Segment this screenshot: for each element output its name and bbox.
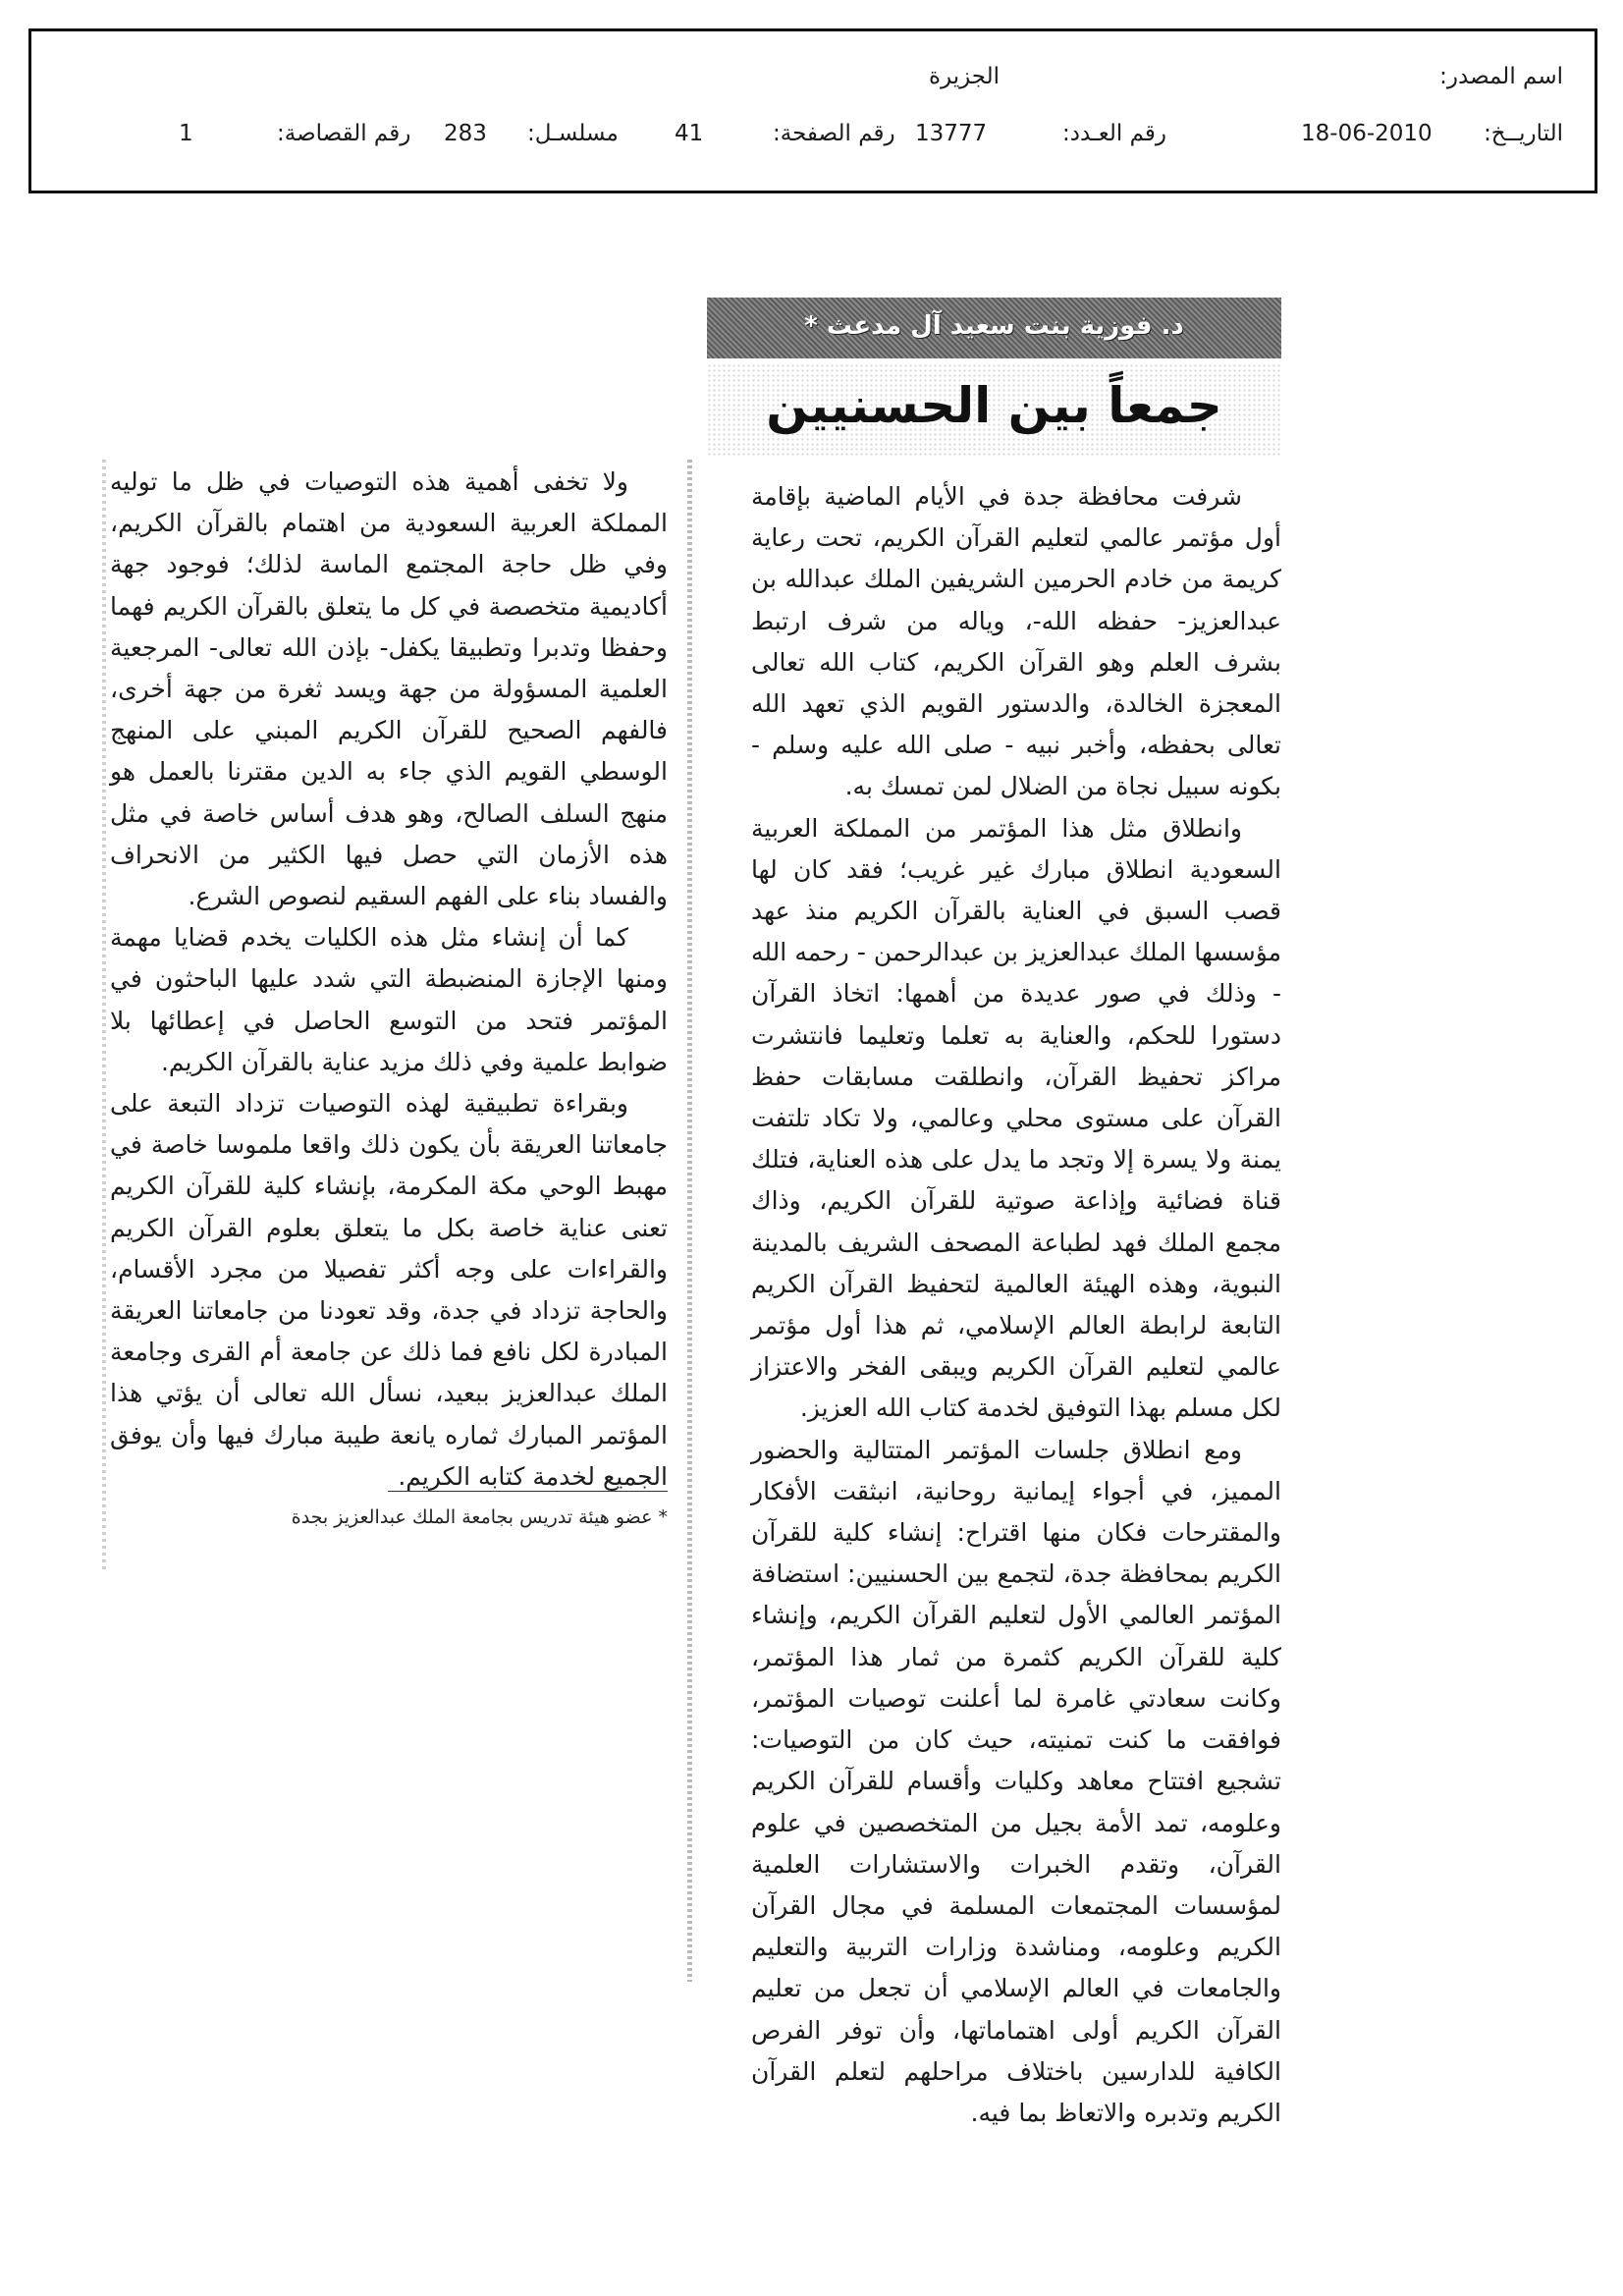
clip-number-label: رقم القصاصة: [277,121,411,146]
article-column-left [110,462,668,1498]
clipping-edge [102,460,106,1569]
source-value: الجزيرة [928,64,1001,89]
paragraph: ومع انطلاق جلسات المؤتمر المتتالية والحضور المميز، في أجواء إيمانية روحانية، انبثقت الأفكار والمقترحات فكان منها اقتراح: إنشاء كلية للقرآن الكريم بمحافظة جدة، لتجمع بين الحسنيين: استضافة المؤتمر العالمي الأول لتعليم القرآن الكريم، وإنشاء كلية للقرآن الكريم كثمرة من ثمار هذا المؤتمر، وكانت سعادتي غامرة لما أعلنت توصيات المؤتمر، فوافقت ما كنت تمنيته، حيث كان من التوصيات: تشجيع افتتاح معاهد وكليات وأقسام للقرآن الكريم وعلومه، تمد الأمة بجيل من المتخصصين في علوم القرآن، وتقدم الخبرات والاستشارات العلمية لمؤسسات المجتمعات المسلمة في مجال القرآن الكريم وعلومه، ومناشدة وزارات التربية والتعليم والجامعات في العالم الإسلامي أن تجعل من تعليم القرآن الكريم أولى اهتماماتها، وأن توفر الفرص الكافية للدارسين باختلاف مراحلهم لتعلم القرآن الكريم وتدبره والاتعاظ بما فيه. [751,1435,1281,2127]
footnote-divider [388,1491,668,1492]
paragraph: شرفت محافظة جدة في الأيام الماضية بإقامة أول مؤتمر عالمي لتعليم القرآن الكريم، تحت رعاية كريمة من خادم الحرمين الشريفين الملك عبدالله بن عبدالعزيز- حفظه الله-، وياله من شرف ارتبط بشرف العلم وهو القرآن الكريم، كتاب الله تعالى المعجزة الخالدة، والدستور القويم الذي تعهد الله تعالى بحفظه، وأخبر نبيه - صلى الله عليه وسلم - بكونه سبيل نجاة من الضلال لمن تمسك به. [751,482,1281,801]
column-divider [687,460,692,1982]
clip-number-value: 1 [179,121,193,146]
page-value: 41 [675,121,704,146]
author-byline: د. فوزية بنت سعيد آل مدعث * [804,311,1184,341]
source-label: اسم المصدر: [1439,64,1563,89]
article-column-right [751,476,1281,2134]
date-value: 18-06-2010 [1301,121,1433,146]
paragraph: وبقراءة تطبيقية لهذه التوصيات تزداد التبعة على جامعاتنا العريقة بأن يكون ذلك واقعا ملموسا خاصة في مهبط الوحي مكة المكرمة، بإنشاء كلية للقرآن الكريم تعنى عناية خاصة بكل ما يتعلق بعلوم القرآن الكريم والقراءات على وجه أكثر تفصيلا من مجرد الأقسام، والحاجة تزداد في جدة، وقد تعودنا من جامعاتنا العريقة المبادرة لكل نافع فما ذلك عن جامعة أم القرى وجامعة الملك عبدالعزيز ببعيد، نسأل الله تعالى أن يؤتي هذا المؤتمر المبارك ثماره يانعة طيبة مبارك فيها وأن يوفق الجميع لخدمة كتابه الكريم. [110,1089,668,1491]
paragraph: كما أن إنشاء مثل هذه الكليات يخدم قضايا مهمة ومنها الإجازة المنضبطة التي شدد عليها الباحثون في المؤتمر فتحد من التوسع الحاصل في إعطائها بلا ضوابط علمية وفي ذلك مزيد عناية بالقرآن الكريم. [110,923,668,1076]
article-headline: جمعاً بين الحسنيين [766,377,1222,434]
date-label: التاريــخ: [1484,121,1563,146]
author-footnote: * عضو هيئة تدريس بجامعة الملك عبدالعزيز بجدة [291,1506,668,1528]
paragraph: ولا تخفى أهمية هذه التوصيات في ظل ما توليه المملكة العربية السعودية من اهتمام بالقرآن الكريم، وفي ظل حاجة المجتمع الماسة لذلك؛ فوجود جهة أكاديمية متخصصة في كل ما يتعلق بالقرآن الكريم فهما وحفظا وتدبرا وتطبيقا يكفل- بإذن الله تعالى- المرجعية العلمية المسؤولة من جهة ويسد ثغرة من جهة أخرى، فالفهم الصحيح للقرآن الكريم المبني على المنهج الوسطي القويم الذي جاء به الدين مقترنا بالعمل هو منهج السلف الصالح، وهو هدف أساس خاصة في مثل هذه الأزمان التي حصل فيها الكثير من الانحراف والفساد بناء على الفهم السقيم لنصوص الشرع. [110,467,668,911]
headline-area [707,363,1281,457]
serial-value: 283 [444,121,487,146]
page-label: رقم الصفحة: [773,121,895,146]
issue-label: رقم العـدد: [1062,121,1167,146]
clipping-metadata-box [28,28,1597,193]
issue-value: 13777 [915,121,988,146]
serial-label: مسلسـل: [527,121,619,146]
paragraph: وانطلاق مثل هذا المؤتمر من المملكة العربية السعودية انطلاق مبارك غير غريب؛ فقد كان لها قصب السبق في العناية بالقرآن الكريم منذ عهد مؤسسها الملك عبدالعزيز بن عبدالرحمن - رحمه الله - وذلك في صور عديدة من أهمها: اتخاذ القرآن دستورا للحكم، والعناية به تعلما وتعليما فانتشرت مراكز تحفيظ القرآن، وانطلقت مسابقات حفظ القرآن على مستوى محلي وعالمي، ولا تكاد تلتفت يمنة ولا يسرة إلا وتجد ما يدل على هذه العناية، فتلك قناة فضائية وإذاعة صوتية للقرآن الكريم، وذاك مجمع الملك فهد لطباعة المصحف الشريف بالمدينة النبوية، وهذه الهيئة العالمية لتحفيظ القرآن الكريم التابعة لرابطة العالم الإسلامي، ثم هذا أول مؤتمر عالمي لتعليم القرآن الكريم ويبقى الفخر والاعتزاز لكل مسلم بهذا التوفيق لخدمة كتاب الله العزيز. [751,813,1281,1423]
byline-banner [707,298,1281,358]
